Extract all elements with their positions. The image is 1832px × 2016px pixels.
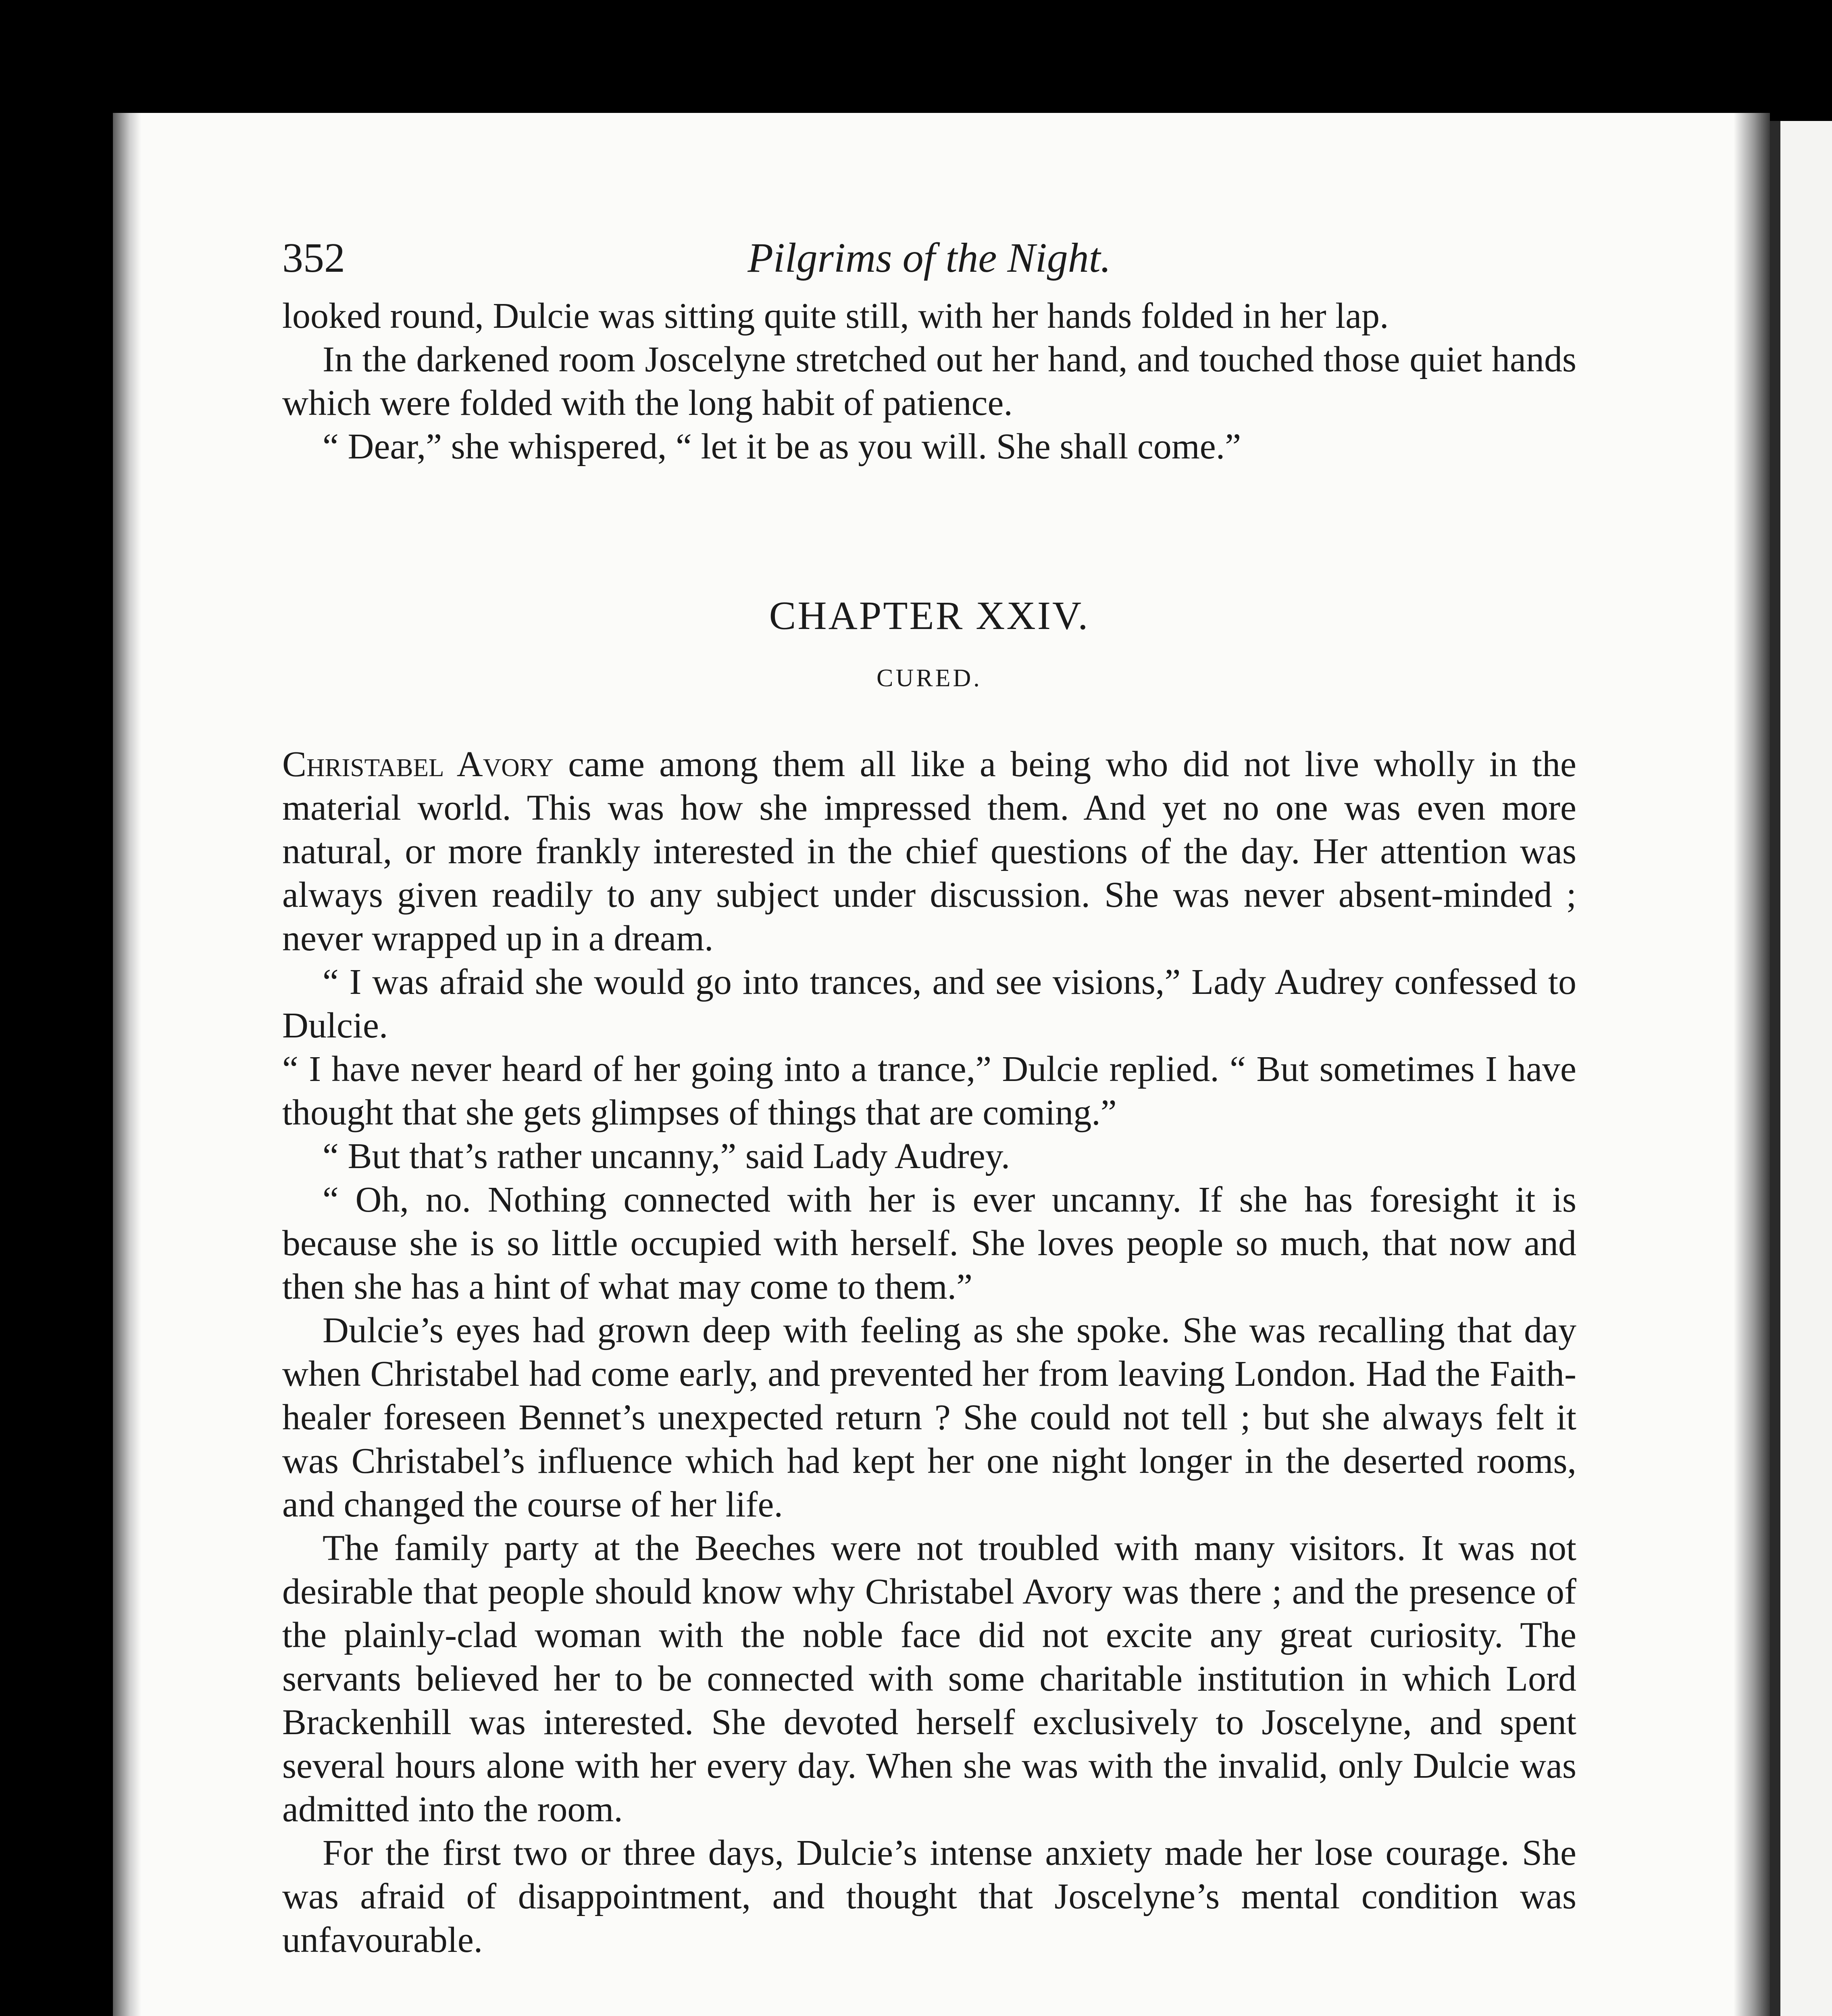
paragraph: “ Oh, no. Nothing connected with her is ever uncanny. If she has foresight it is because she is so little occupied with herself. She loves people so much, that now and then she has a hint of what may come to them.” <box>282 1180 1576 1307</box>
page-edge <box>1734 113 1770 2016</box>
paragraph: “ I have never heard of her going into a trance,” Dulcie replied. “ But sometimes I have thought that she gets glimpses of things that are coming.” <box>282 1049 1576 1133</box>
running-title: Pilgrims of the Night. <box>747 235 1111 281</box>
text-block <box>282 234 1576 1962</box>
paragraph: The family party at the Beeches were not troubled with many visitors. It was not desirable that people should know why Christabel Avory was there ; and the presence of the plainly-clad woman with the noble face did not excite any great curiosity. The servants believed her to be connected with some charitable institution in which Lord Brackenhill was interested. She devoted herself exclusively to Joscelyne, and spent several hours alone with her every day. When she was with the invalid, only Dulcie was admitted into the room. <box>282 1528 1576 1829</box>
paragraph: Dulcie’s eyes had grown deep with feeling as she spoke. She was recalling that day when Christabel had come early, and prevented her from leaving London. Had the Faith-healer foreseen Bennet’s unexpected return ? She could not tell ; but she always felt it was Christabel’s influence which had kept her one night longer in the deserted rooms, and changed the course of her life. <box>282 1310 1576 1524</box>
paragraph: In the darkened room Joscelyne stretched out her hand, and touched those quiet hands which were folded with the long habit of patience. <box>282 339 1576 423</box>
paragraph: looked round, Dulcie was sitting quite still, with her hands folded in her lap. <box>282 296 1389 336</box>
chapter-heading: CHAPTER XXIV. <box>769 593 1090 638</box>
gutter-shadow <box>113 113 141 2016</box>
first-paragraph-text: came among them all like a being who did not live wholly in the material world. This was how she impressed them. And yet no one was even more natural, or more frankly interested in the chief questions of the day. Her attention was always given readily to any subject under discussion. She was never absent-minded ; never wrapped up in a dream. <box>282 744 1576 958</box>
page-number: 352 <box>282 235 345 281</box>
paragraph: “ Dear,” she whispered, “ let it be as you will. She shall come.” <box>323 427 1241 467</box>
running-head <box>282 234 1576 294</box>
next-page-edge <box>1770 121 1832 2016</box>
chapter-subtitle: CURED. <box>876 664 982 692</box>
opening-name: Christabel Avory <box>282 744 554 784</box>
first-paragraph <box>282 743 1576 960</box>
paragraph: “ I was afraid she would go into trances, and see visions,” Lady Audrey confessed to Dulcie. <box>282 962 1576 1045</box>
paragraph: For the first two or three days, Dulcie’s intense anxiety made her lose courage. She was afraid of disappointment, and thought that Joscelyne’s mental condition was unfavourable. <box>282 1833 1576 1960</box>
paragraph: “ But that’s rather uncanny,” said Lady Audrey. <box>323 1136 1010 1176</box>
